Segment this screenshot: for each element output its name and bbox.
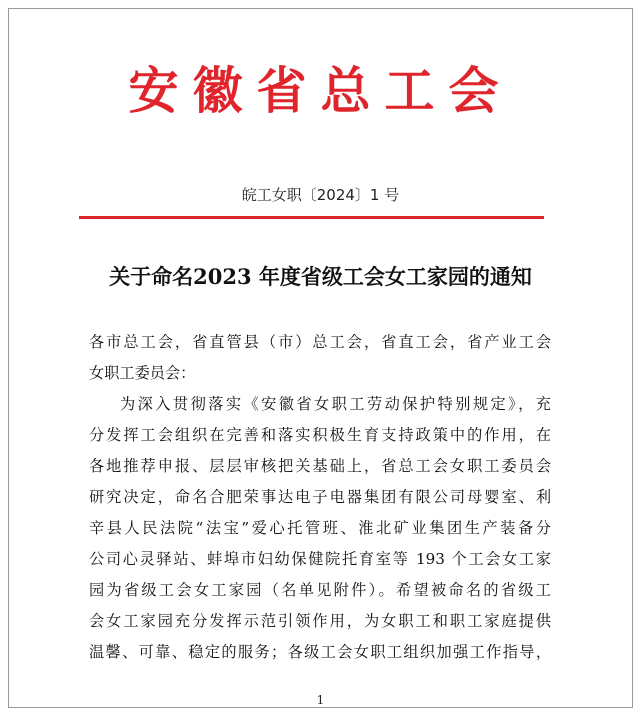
document-number: 皖工女职〔2024〕1 号 — [241, 186, 400, 204]
body-line: 为深入贯彻落实《安徽省女职工劳动保护特别规定》，充 — [120, 395, 551, 413]
body-text — [89, 327, 551, 668]
page-number: 1 — [316, 693, 325, 707]
org-title: 安徽省总工会 — [128, 61, 513, 120]
body-line: 各市总工会，省直管县（市）总工会，省直工会，省产业工会 — [89, 333, 551, 351]
document-title: 关于命名2023 年度省级工会女工家园的通知 — [109, 264, 532, 289]
body-line: 女职工委员会： — [89, 364, 196, 382]
document-page — [8, 8, 633, 708]
red-divider-line — [79, 216, 544, 219]
body-line: 会女工家园充分发挥示范引领作用，为女职工和职工家庭提供 — [89, 612, 551, 630]
body-line: 各地推荐申报、层层审核把关基础上，省总工会女职工委员会 — [89, 457, 551, 475]
body-line: 研究决定，命名合肥荣事达电子电器集团有限公司母婴室、利 — [89, 488, 551, 506]
body-line: 分发挥工会组织在完善和落实积极生育支持政策中的作用，在 — [89, 426, 551, 444]
body-line: 辛县人民法院“法宝”爱心托管班、淮北矿业集团生产装备分 — [89, 519, 551, 537]
body-line: 园为省级工会女工家园（名单见附件）。希望被命名的省级工 — [89, 581, 551, 599]
body-line: 公司心灵驿站、蚌埠市妇幼保健院托育室等 193 个工会女工家 — [89, 550, 551, 568]
body-line: 温馨、可靠、稳定的服务；各级工会女职工组织加强工作指导， — [89, 643, 551, 661]
